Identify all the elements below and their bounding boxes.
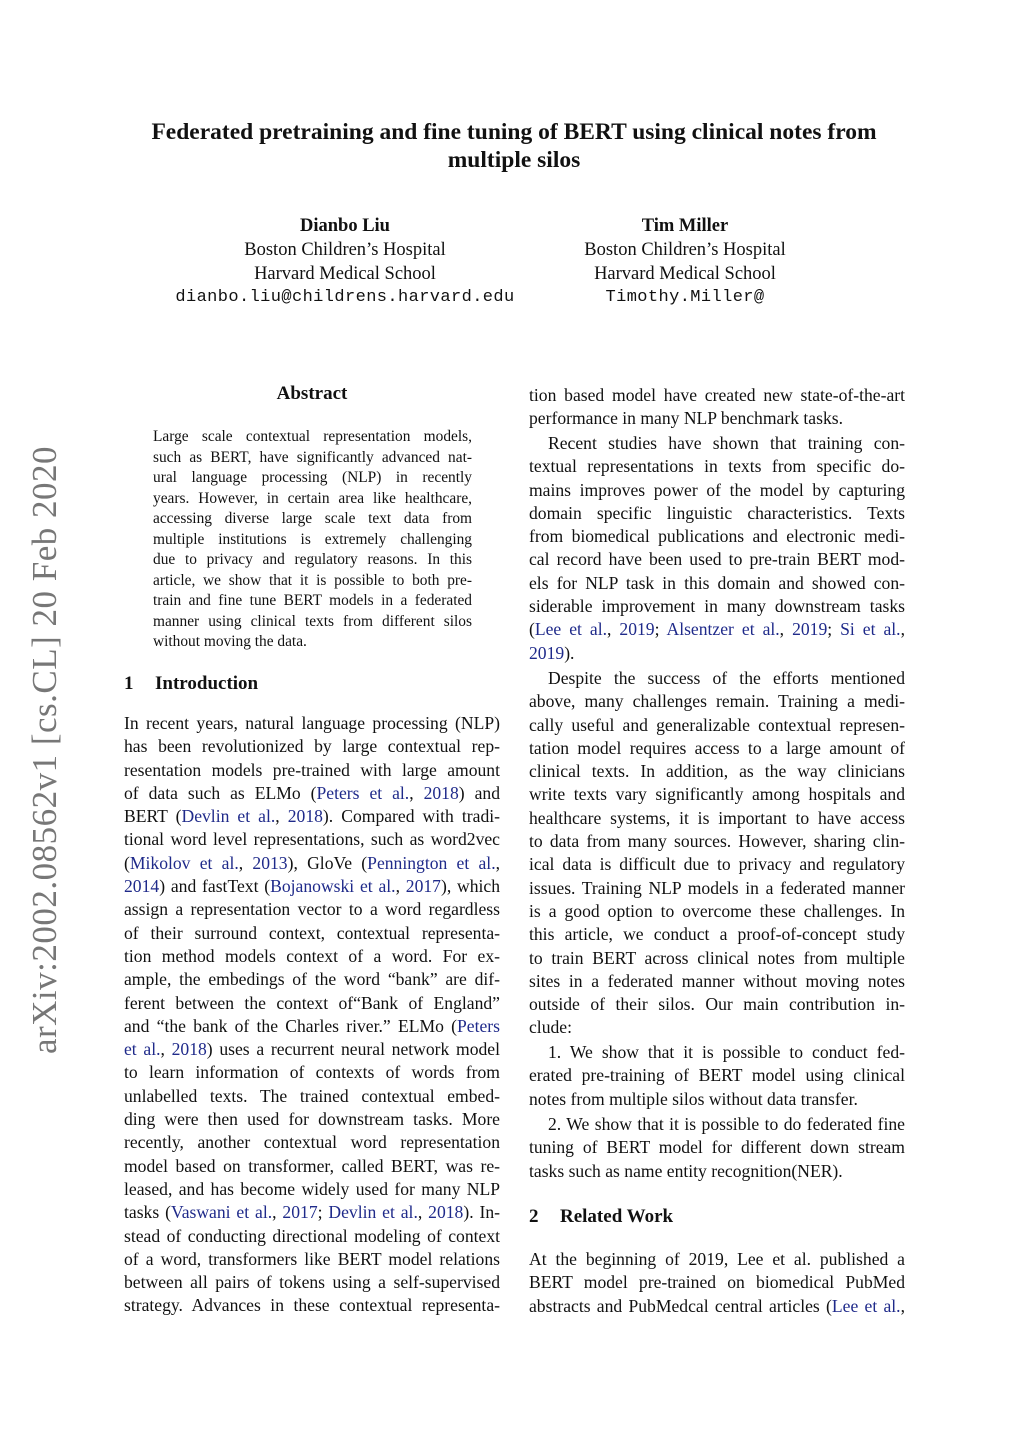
- author-affiliation: Boston Children’s Hospital: [584, 240, 786, 260]
- text-line: healthcare systems, it is important to have access: [529, 807, 905, 828]
- text-line: (Mikolov et al., 2013), GloVe (Pennington et al.,: [124, 852, 500, 873]
- citation-link[interactable]: 2019: [619, 619, 655, 640]
- text-line: multiple institutions is extremely challenging: [153, 530, 472, 548]
- citation-link[interactable]: 2019: [792, 619, 828, 640]
- citation-link[interactable]: 2017: [282, 1202, 318, 1223]
- title-line: multiple silos: [447, 147, 581, 173]
- text-line: sites in a federated manner without moving notes: [529, 970, 905, 991]
- text-line: els for NLP task in this domain and showed con-: [529, 572, 905, 593]
- author-affiliation: Harvard Medical School: [594, 264, 776, 284]
- paragraph: [124, 712, 500, 1318]
- citation-link[interactable]: Pennington et al.: [367, 852, 496, 873]
- text-line: clude:: [529, 1017, 572, 1038]
- text-line: issues. Training NLP models in a federated manner: [529, 877, 905, 898]
- text-line: recently, another contextual word representation: [124, 1132, 500, 1153]
- text-line: performance in many NLP benchmark tasks.: [529, 408, 843, 429]
- text-line: years. However, in certain area like healthcare,: [153, 489, 472, 507]
- text-line: domain specific linguistic characteristics. Texts: [529, 502, 905, 523]
- contribution-item-1: [529, 1041, 905, 1111]
- author-email[interactable]: dianbo.liu@childrens.harvard.edu: [175, 288, 515, 307]
- text-line: et al., 2018) uses a recurrent neural network model: [124, 1039, 500, 1060]
- section-heading-related-work: [529, 1206, 673, 1228]
- citation-link[interactable]: Si et al.: [840, 619, 901, 640]
- citation-link[interactable]: Lee et al.: [831, 1295, 901, 1316]
- text-line: write texts vary significantly among hospitals and: [529, 784, 905, 805]
- section-number: 2: [529, 1206, 539, 1227]
- citation-link[interactable]: Peters et al.: [316, 782, 410, 803]
- text-line: ural language processing (NLP) in recently: [153, 469, 472, 486]
- author-email[interactable]: Timothy.Miller@: [605, 288, 765, 307]
- text-line: BERT (Devlin et al., 2018). Compared with tradi-: [124, 806, 500, 827]
- text-line: tation model requires access to a large amount of: [529, 737, 905, 758]
- paragraph: [529, 432, 905, 665]
- text-line: to learn information of contexts of words from: [124, 1062, 500, 1083]
- section-title: Related Work: [560, 1206, 674, 1227]
- text-line: 2014) and fastText (Bojanowski et al., 2017), which: [124, 876, 500, 897]
- author-affiliation: Harvard Medical School: [254, 264, 436, 284]
- text-line: (Lee et al., 2019; Alsentzer et al., 2019; Si et al.,: [529, 619, 905, 640]
- text-line: train and fine tune BERT models in a federated: [153, 592, 472, 609]
- text-line: to data from many sources. However, sharing clin-: [529, 831, 905, 852]
- citation-link[interactable]: et al.: [124, 1039, 161, 1060]
- citation-link[interactable]: 2014: [124, 876, 160, 897]
- text-line: cally useful and generalizable contextual represen-: [529, 714, 905, 735]
- text-line: abstracts and PubMedcal central articles (Lee et al.,: [529, 1295, 905, 1316]
- text-line: textual representations in texts from specific do-: [529, 456, 905, 477]
- text-line: 2. We show that it is possible to do federated fine: [548, 1114, 905, 1134]
- text-line: ding were then used for downstream tasks. More: [124, 1109, 500, 1130]
- citation-link[interactable]: Mikolov et al.: [129, 852, 239, 873]
- text-line: tional word level representations, such as word2vec: [124, 829, 500, 850]
- citation-link[interactable]: Vaswani et al.: [170, 1202, 273, 1223]
- text-line: of a word, transformers like BERT model relations: [124, 1248, 500, 1269]
- section-heading-introduction: [124, 673, 258, 695]
- text-line: of data such as ELMo (Peters et al., 2018) and: [124, 782, 500, 803]
- citation-link[interactable]: 2018: [428, 1202, 464, 1223]
- author-affiliation: Boston Children’s Hospital: [244, 240, 446, 260]
- text-line: without moving the data.: [153, 633, 307, 650]
- text-line: and “the bank of the Charles river.” ELMo (Peters: [124, 1015, 500, 1036]
- citation-link[interactable]: Bojanowski et al.: [270, 876, 396, 897]
- paragraph: [529, 384, 905, 431]
- citation-link[interactable]: 2019: [529, 642, 565, 663]
- text-line: assign a representation vector to a word regardless: [124, 899, 500, 920]
- citation-link[interactable]: 2013: [252, 852, 288, 873]
- citation-link[interactable]: Alsentzer et al.: [666, 619, 780, 640]
- text-line: of their surround context, contextual representa-: [124, 922, 500, 943]
- text-line: between all pairs of tokens using a self-supervised: [124, 1272, 500, 1293]
- text-line: 1. We show that it is possible to conduct fed-: [548, 1042, 905, 1062]
- text-line: has been revolutionized by large contextual rep-: [124, 736, 500, 757]
- text-line: notes from multiple silos without data transfer.: [529, 1088, 858, 1109]
- text-line: stead of conducting directional modeling of context: [124, 1225, 500, 1246]
- citation-link[interactable]: Peters: [457, 1015, 500, 1036]
- contribution-item-2: [529, 1113, 905, 1183]
- text-line: this article, we conduct a proof-of-concept study: [529, 924, 905, 945]
- paragraph: [529, 667, 905, 1040]
- text-line: siderable improvement in many downstream tasks: [529, 596, 905, 617]
- section-title: Introduction: [155, 673, 259, 694]
- text-line: ferent between the context of“Bank of England”: [124, 992, 500, 1013]
- author-name: Tim Miller: [641, 216, 729, 236]
- text-line: Large scale contextual representation models,: [153, 428, 472, 445]
- text-line: tion method models context of a word. For ex-: [124, 945, 500, 966]
- text-line: above, many challenges remain. Training a medi-: [529, 691, 905, 712]
- citation-link[interactable]: Devlin et al.: [328, 1202, 418, 1223]
- abstract-heading: Abstract: [276, 383, 348, 404]
- text-line: is a good option to overcome these challenges. In: [529, 900, 905, 921]
- text-line: erated pre-training of BERT model using clinical: [529, 1065, 905, 1086]
- text-line: tion based model have created new state-of-the-art: [529, 385, 905, 405]
- citation-link[interactable]: 2018: [423, 782, 459, 803]
- text-line: ical data is difficult due to privacy and regulatory: [529, 854, 905, 875]
- text-line: 2019).: [529, 642, 575, 663]
- text-line: mains improves power of the model by capturing: [529, 479, 905, 500]
- text-line: cal record have been used to pre-train BERT mod-: [529, 549, 905, 570]
- citation-link[interactable]: Lee et al.: [534, 619, 607, 640]
- text-line: outside of their silos. Our main contribution in-: [529, 994, 905, 1015]
- text-line: Recent studies have shown that training con-: [548, 433, 905, 453]
- text-line: leased, and has become widely used for many NLP: [124, 1178, 500, 1199]
- text-line: clinical texts. In addition, as the way clinicians: [529, 761, 905, 782]
- text-line: resentation models pre-trained with large amount: [124, 759, 500, 780]
- text-line: accessing diverse large scale text data from: [153, 510, 472, 527]
- text-line: strategy. Advances in these contextual representa-: [124, 1295, 500, 1316]
- citation-link[interactable]: Devlin et al.: [181, 806, 276, 827]
- paper-title: [0, 118, 1024, 174]
- text-line: tuning of BERT model for different down stream: [529, 1137, 905, 1158]
- paragraph: [529, 1248, 905, 1318]
- text-line: At the beginning of 2019, Lee et al. published a: [529, 1249, 905, 1269]
- text-line: model based on transformer, called BERT, was re-: [124, 1155, 500, 1176]
- text-line: unlabelled texts. The trained contextual embed-: [124, 1085, 500, 1106]
- text-line: tasks such as name entity recognition(NER).: [529, 1160, 843, 1181]
- author-block: [145, 214, 545, 310]
- text-line: ample, the embedings of the word “bank” are dif-: [124, 969, 500, 990]
- text-line: In recent years, natural language processing (NLP): [124, 713, 500, 733]
- text-line: from biomedical publications and electronic medi-: [529, 526, 905, 547]
- abstract-text: [153, 427, 472, 653]
- citation-link[interactable]: 2017: [405, 876, 441, 897]
- citation-link[interactable]: 2018: [171, 1039, 207, 1060]
- arxiv-stamp: arXiv:2002.08562v1 [cs.CL] 20 Feb 2020: [25, 445, 64, 1055]
- section-number: 1: [124, 673, 134, 694]
- text-line: due to privacy and regulatory reasons. In this: [153, 551, 472, 568]
- citation-link[interactable]: 2018: [287, 806, 323, 827]
- author-name: Dianbo Liu: [300, 216, 390, 236]
- text-line: such as BERT, have significantly advanced nat-: [153, 448, 472, 466]
- text-line: Despite the success of the efforts mentioned: [548, 668, 905, 688]
- text-line: to train BERT across clinical notes from multiple: [529, 947, 905, 968]
- text-line: manner using clinical texts from different silos: [153, 612, 472, 630]
- text-line: article, we show that it is possible to both pre-: [153, 571, 472, 589]
- author-block: [535, 214, 835, 310]
- text-line: BERT model pre-trained on biomedical PubMed: [529, 1272, 905, 1293]
- text-line: tasks (Vaswani et al., 2017; Devlin et al., 2018). In-: [124, 1202, 500, 1223]
- title-line: Federated pretraining and fine tuning of BERT using clinical notes from: [151, 119, 877, 145]
